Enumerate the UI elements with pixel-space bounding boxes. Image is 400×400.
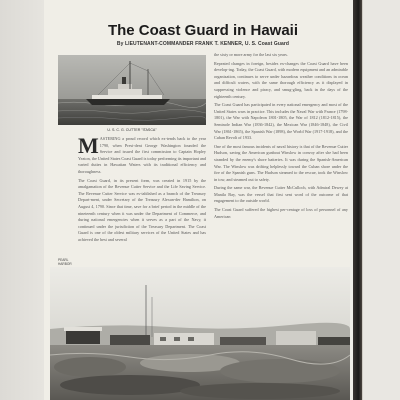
- paragraph: The Coast Guard, in its present form, was created in 1915 by the amalgamation of the Revenue Cutter Service and the Life Saving Service. The Revenue Cutter Service was es-tablished as a branch of the Treasury Depart-ment, under Secretary of the Treasury Alexan-der Hamilton, on August 4, 1790. Since that time, save for a brief period in the middle of the nineteenth century when it was under the Department of Commerce, and during national emergencies when it serves as a part of the Navy, it continued under the jurisdiction of the Treasury Department. The Coast Guard is one of the oldest military services of the United States and has achieved the best and several: [78, 177, 206, 242]
- drop-cap: M: [78, 133, 99, 158]
- paragraph: the sixty or more army for the last six years.: [214, 52, 288, 57]
- photo-caption: U. S. C. G. CUTTER "ITASCA": [107, 128, 157, 132]
- magazine-page: [44, 0, 362, 400]
- book-spine: [353, 0, 362, 400]
- cutter-photo: [58, 55, 206, 125]
- left-text-column: [78, 133, 206, 246]
- paragraph: The Coast Guard suffered the highest per-centage of loss of personnel of any American: [214, 207, 348, 219]
- side-label: PEARL HARBOR: [58, 258, 72, 266]
- paragraph: During the same war, the Revenue Cutter McCulloch, with Admiral Dewey at Manila Bay, was the vessel that first sent word of the outcome of that engagement to the outside world.: [214, 185, 348, 204]
- article-title: The Coast Guard in Hawaii: [107, 22, 299, 39]
- paragraph: The Coast Guard has participated in every national emergency and most of the United States wars in practice. This includes the Naval War with France (1798-1801), the War with Napoleon 1801-1805, the War of 1812 (1812-1815), the Seminole Indian War (1836-1842), the Mexican War (1846-1848), the Civil War (1861-1865), the Spanish War (1898), the World War (1917-1918), and the Cuban Revolt of 1933.: [214, 102, 348, 141]
- paragraph: One of the most famous incidents of naval history is that of the Revenue Cutter Hudson, saving the American gunboat Winslow in convoy after she had been stranded by the enemy's shore batteries. It was during the Spanish-American War. The Winslow was drifting helplessly toward the Cuban shore under the fire of the Spanish guns. The Hudson steamed to the rescue, took the Winslow in tow, and steamed out to safety.: [214, 143, 348, 182]
- right-text-column: [214, 52, 348, 222]
- scan-background-right: [362, 0, 400, 400]
- opening-paragraph: [78, 133, 206, 176]
- paragraph-text: ASTERING a proud record which ex-tends back to the year 1790, when Presi-dent George Washington founded the Service and issued the first commission to Captain Hopley Yeaton, the United States Coast Guard is today performing its important and varied duties in Hawaiian Waters with its traditional efficiency and thoroughness.: [78, 136, 206, 174]
- article-byline: By LIEUTENANT-COMMANDER FRANK T. KENNER, U. S. Coast Guard: [116, 41, 290, 47]
- scan-background-left: [0, 0, 44, 400]
- harbor-photo: [50, 267, 350, 400]
- paragraph: Repeated changes in foreign, besides ex-changes the Coast Guard have been develop-ing. Today, the Coast Guard, with modern equipment and an admirable organization, continues to serve under hazardous weather conditions in ocean and difficult waters, with the same thorough efficiency as it displayed in suppressing violence and piracy, and smug-gling, back in the days of the eighteenth century.: [214, 60, 348, 99]
